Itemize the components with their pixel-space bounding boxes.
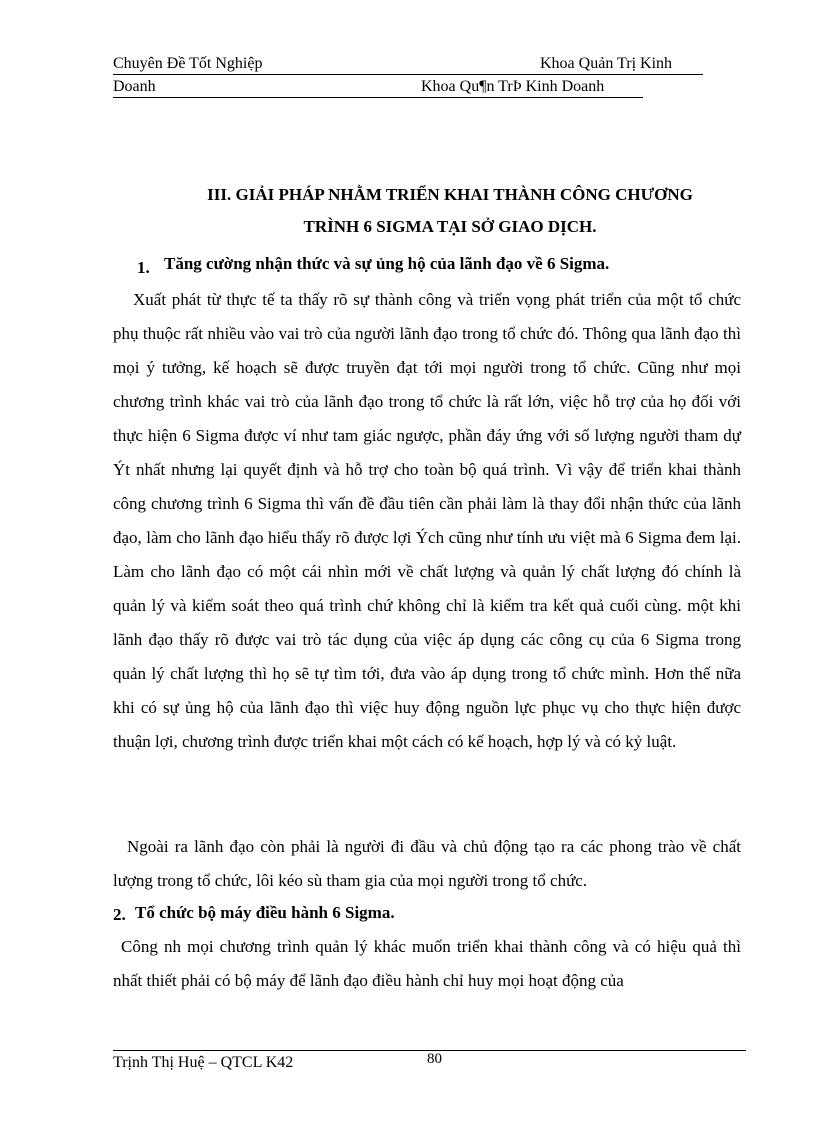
section-title-line-2: TRÌNH 6 SIGMA TẠI SỞ GIAO DỊCH.: [303, 217, 597, 236]
running-header-line-1: [113, 54, 703, 75]
subsection-1-number: 1.: [137, 258, 150, 277]
header-faculty-garbled: Khoa Qu¶n TrÞ Kinh Doanh: [421, 78, 605, 95]
header-faculty-label: Khoa Quản Trị Kinh: [540, 55, 673, 72]
subsection-1-paragraph-2: Ngoài ra lãnh đạo còn phải là người đi đầu và chủ động tạo ra các phong trào về chất lượng trong tổ chức, lôi kéo sù tham gia của mọi người trong tổ chức.: [113, 837, 741, 890]
footer-author: Trịnh Thị Huệ – QTCL K42: [113, 1054, 294, 1071]
subsection-1-paragraph-1: Xuất phát từ thực tế ta thấy rõ sự thành công và triển vọng phát triển của một tổ chức phụ thuộc rất nhiều vào vai trò của người lãnh đạo trong tổ chức đó. Thông qua lãnh đạo thì mọi ý tưởng, kế hoạch sẽ được truyền đạt tới mọi người trong tổ chức. Cũng như mọi chương trình khác vai trò của lãnh đạo trong tổ chức là rất lớn, việc hỗ trợ của họ đối với thực hiện 6 Sigma được ví như tam giác ngược, phần đáy ứng với số lượng người tham dự Ýt nhất nhưng lại quyết định và hỗ trợ cho toàn bộ quá trình. Vì vậy để triển khai thành công chương trình 6 Sigma thì vấn đề đầu tiên cần phải làm là thay đổi nhận thức của lãnh đạo, làm cho lãnh đạo hiểu thấy rõ được lợi Ých cũng như tính ưu việt mà 6 Sigma đem lại. Làm cho lãnh đạo có một cái nhìn mới về chất lượng và quản lý chất lượng đó chính là quản lý và kiểm soát theo quá trình chứ không chỉ là kiểm tra kết quả cuối cùng. một khi lãnh đạo thấy rõ được vai trò tác dụng của việc áp dụng các công cụ của 6 Sigma trong quản lý chất lượng thì họ sẽ tự tìm tới, đưa vào áp dụng trong tổ chức mình. Hơn thế nữa khi có sự ủng hộ của lãnh đạo thì việc huy động nguồn lực phục vụ cho thực hiện được thuận lợi, chương trình được triển khai một cách có kế hoạch, hợp lý và có kỷ luật.: [113, 290, 741, 751]
header-faculty-continuation: Doanh: [113, 78, 156, 95]
section-title-line-1: III. GIẢI PHÁP NHẰM TRIỂN KHAI THÀNH CÔNG CHƯƠNG: [207, 185, 693, 204]
subsection-2-heading: Tổ chức bộ máy điều hành 6 Sigma.: [135, 903, 395, 922]
header-thesis-label: Chuyên Đề Tốt Nghiệp: [113, 55, 263, 72]
page-number: 80: [427, 1051, 442, 1067]
running-header-line-2: [113, 77, 643, 98]
subsection-1-heading: Tăng cường nhận thức và sự ủng hộ của lãnh đạo về 6 Sigma.: [164, 254, 610, 273]
subsection-2-paragraph-1: Công nh mọi chương trình quản lý khác muốn triển khai thành công và có hiệu quả thì nhất thiết phải có bộ máy để lãnh đạo điều hành chỉ huy mọi hoạt động của: [113, 937, 741, 990]
subsection-2-number: 2.: [113, 905, 126, 924]
